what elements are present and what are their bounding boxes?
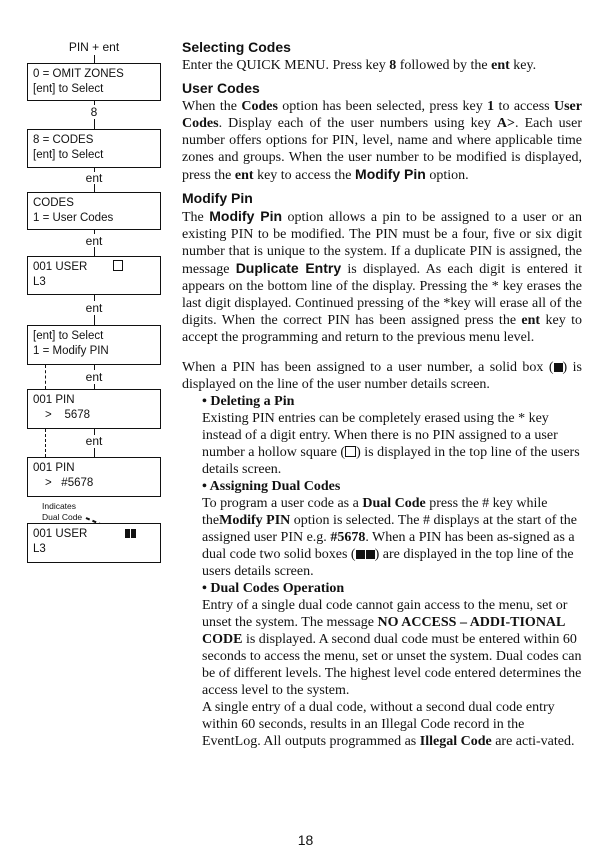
page-number: 18 xyxy=(297,832,314,848)
connector-line xyxy=(94,119,95,129)
indicates-label: Indicates xyxy=(42,501,77,511)
bullet-deleting-pin: • Deleting a Pin xyxy=(202,394,295,409)
para-single-dual-entry: A single entry of a dual code, without a second dual code entry within 60 seconds, results in an Illegal Code record in the EventLog. All outputs programmed as Illegal Code are acti-vated. xyxy=(202,700,575,749)
heading-modify-pin: Modify Pin xyxy=(182,190,253,206)
top-label: PIN + ent xyxy=(68,40,120,54)
lcd-box-user-codes: CODES 1 = User Codes xyxy=(27,192,161,230)
connector-label-ent: ent xyxy=(85,234,103,248)
para-deleting-pin: Existing PIN entries can be completely erased using the * key instead of a digit entry. When there is no PIN assigned to a user number a hollow square ( ) is displayed in the top line of the users details screen. xyxy=(202,411,580,477)
para-assigning-dual-codes: To program a user code as a Dual Code press the # key while theModify PIN option is selected. The # displays at the start of the assigned user PIN e.g. #5678. When a PIN has been as-signed as a dual code two solid boxes ( ) are displayed in the top line of the users details screen. xyxy=(202,496,577,579)
lcd-box-codes-select: 8 = CODES [ent] to Select xyxy=(27,129,161,168)
connector-line xyxy=(94,55,95,63)
lcd-box-modify-pin: [ent] to Select 1 = Modify PIN xyxy=(27,325,161,365)
lcd-box-user-no-pin: 001 USER L3 xyxy=(27,256,161,295)
para-user-codes: When the Codes option has been selected, press key 1 to access User Codes. Display each of the user numbers using key A>. Each user number offers options for PIN, level, name and where applicable time zones and groups. When the user number to be modified is displayed, press the ent key to access the Modify Pin option. xyxy=(182,99,582,183)
connector-label-ent: ent xyxy=(85,301,103,315)
solid-box-icon xyxy=(356,550,365,559)
lcd-box-pin-entry: 001 PIN > 5678 xyxy=(27,389,161,429)
dual-code-label: Dual Code xyxy=(42,512,83,522)
bullet-assigning-dual-codes: • Assigning Dual Codes xyxy=(202,479,341,494)
solid-box-icon xyxy=(554,363,563,372)
connector-line xyxy=(94,448,95,457)
connector-label-ent: ent xyxy=(85,370,103,384)
connector-label-ent: ent xyxy=(85,434,103,448)
dual-solid-boxes-icon xyxy=(125,528,137,540)
hollow-square-icon xyxy=(345,446,356,457)
connector-line xyxy=(94,315,95,325)
connector-line xyxy=(94,247,95,256)
dashed-connector xyxy=(45,429,46,457)
bullet-dual-codes-operation: • Dual Codes Operation xyxy=(202,581,345,596)
para-modify-pin: The Modify Pin option allows a pin to be assigned to a user or an existing PIN to be modified. The PIN must be a four, five or six digit number that is unique to the system. If a duplicate PIN is assigned, the message Duplicate Entry is displayed. As each digit is entered it appears on the bottom line of the display. Pressing the * key erases the last digit displayed. Continued pressing of the *key will erase all of the digits. When the correct PIN has been assigned press the ent key to accept the programming and return to the previous menu level. xyxy=(182,208,582,345)
dashed-connector xyxy=(45,365,46,389)
lcd-box-dual-pin-entry: 001 PIN > #5678 xyxy=(27,457,161,497)
text-column xyxy=(182,38,582,750)
connector-line xyxy=(94,184,95,192)
menu-flow-diagram xyxy=(0,0,175,868)
para-pin-assigned: When a PIN has been assigned to a user number, a solid box ( ) is displayed on the line of the user number details screen. xyxy=(182,360,582,392)
heading-selecting-codes: Selecting Codes xyxy=(182,39,291,55)
hollow-square-icon xyxy=(113,260,123,271)
lcd-box-omit-zones: 0 = OMIT ZONES [ent] to Select xyxy=(27,63,161,101)
connector-label-8: 8 xyxy=(90,105,98,119)
heading-user-codes: User Codes xyxy=(182,80,260,96)
lcd-box-user-dual-code: 001 USER L3 xyxy=(27,523,161,563)
para-selecting-codes: Enter the QUICK MENU. Press key 8 followed by the ent key. xyxy=(182,58,537,73)
para-dual-codes-operation: Entry of a single dual code cannot gain access to the menu, set or unset the system. The message NO ACCESS – ADDI-TIONAL CODE is displayed. A second dual code must be entered within 60 seconds to access the menu, set or unset the system. Dual codes can be of different levels. The highest level code entered determines the access level to the system. xyxy=(202,598,582,698)
solid-box-icon xyxy=(366,550,375,559)
connector-label-ent: ent xyxy=(85,171,103,185)
